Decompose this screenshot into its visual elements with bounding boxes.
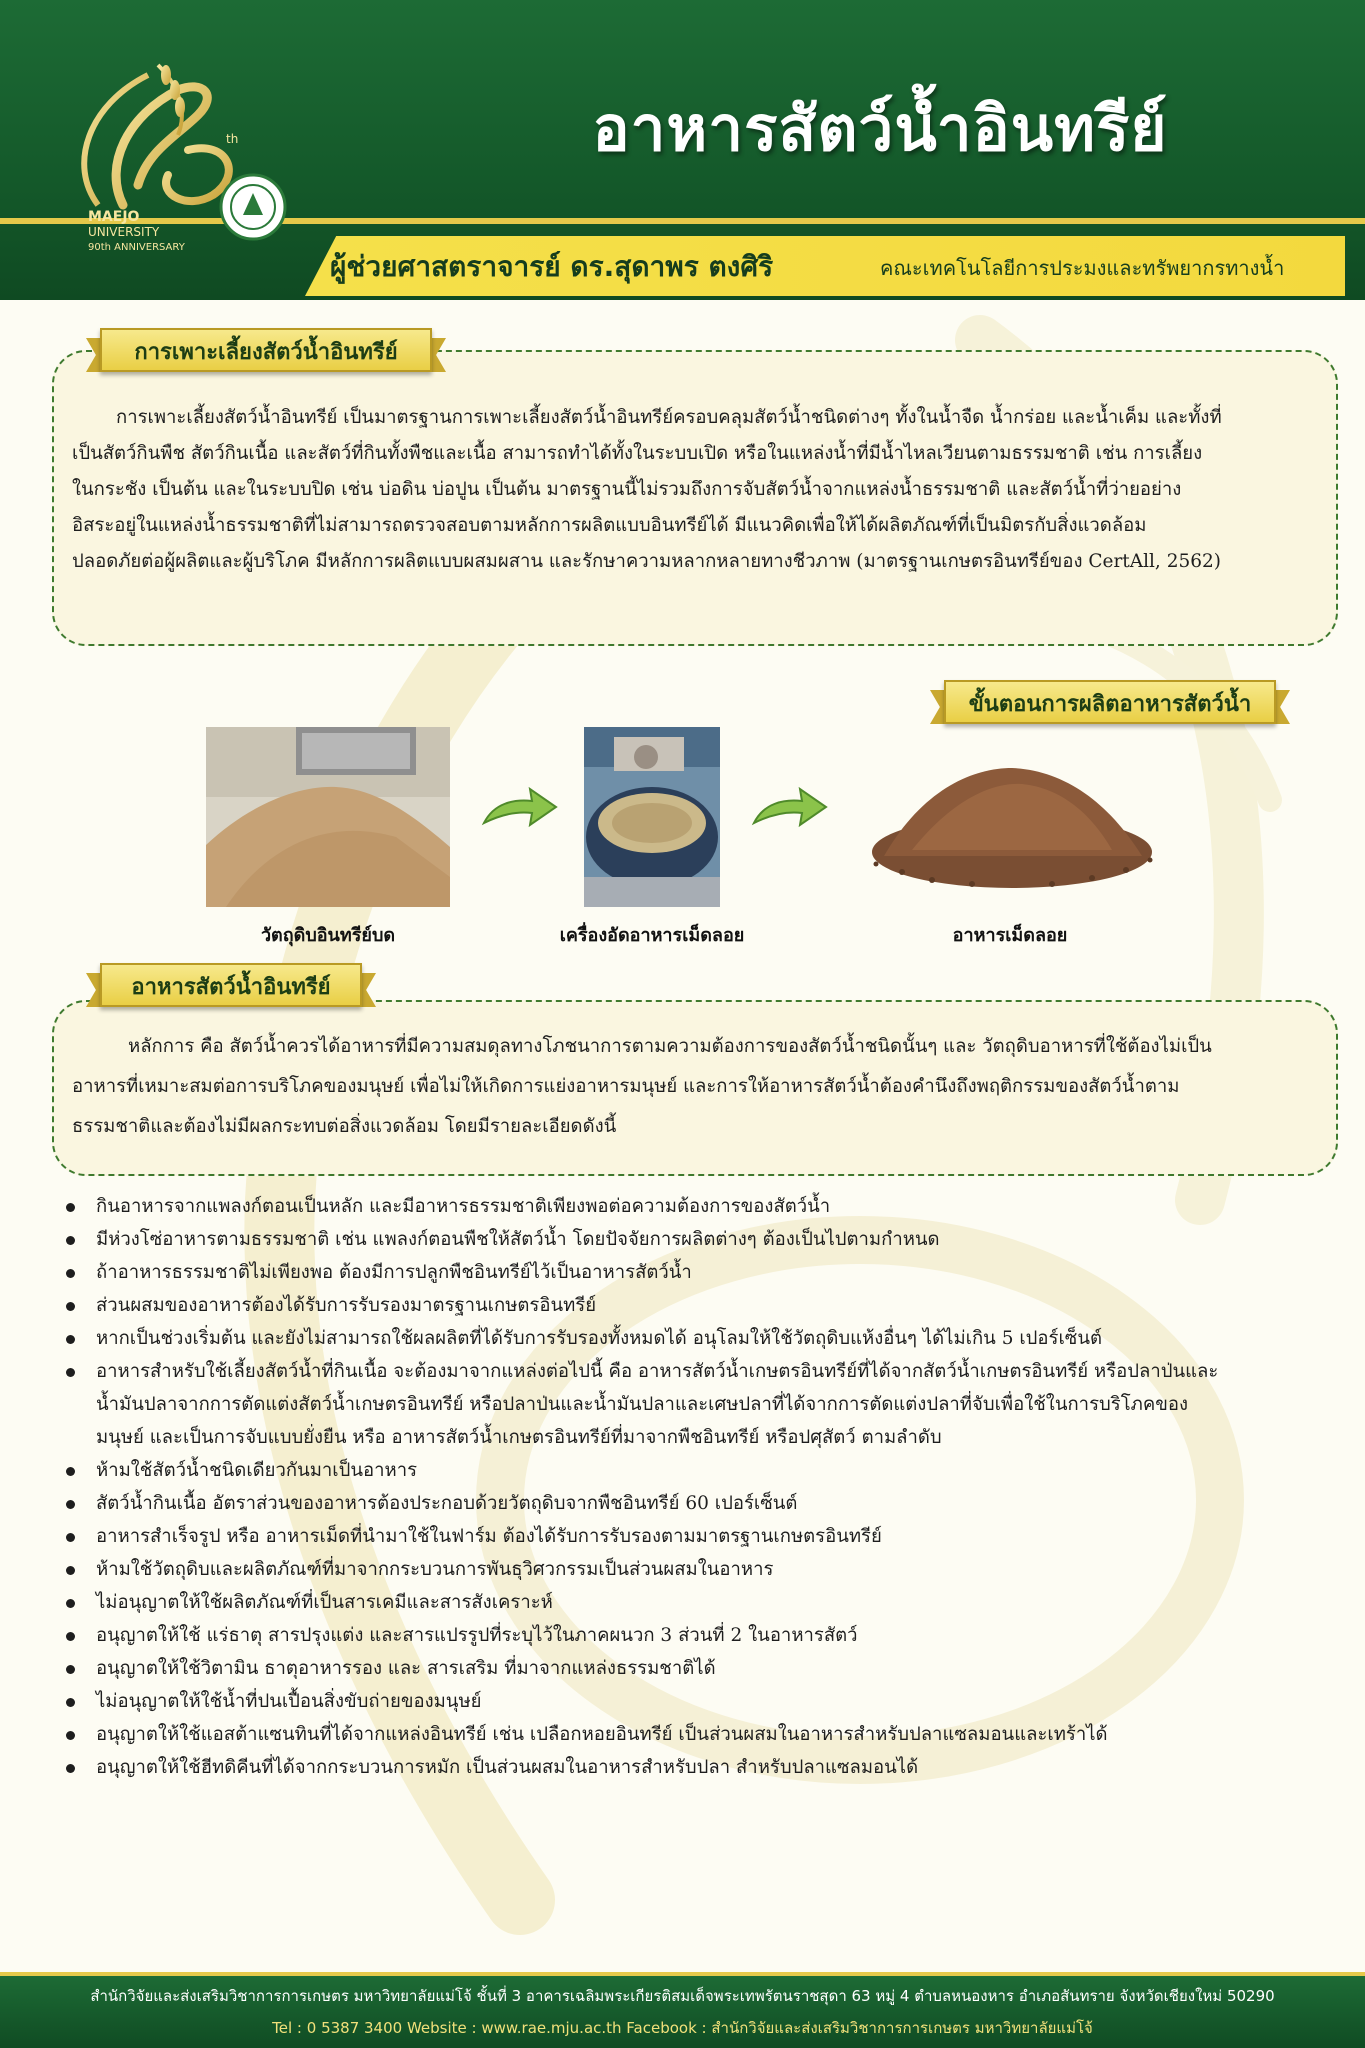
step-caption: เครื่องอัดอาหารเม็ดลอย: [559, 925, 745, 946]
maejo-90th-logo-icon: [28, 55, 328, 255]
section2-line: ธรรมชาติและต้องไม่มีผลกระทบต่อสิ่งแวดล้อม โดยมีรายละเอียดดังนี้: [72, 1116, 617, 1137]
list-item-line: ไม่อนุญาตให้ใช้น้ำที่ปนเปื้อนสิ่งขับถ่ายของมนุษย์: [96, 1691, 482, 1712]
list-item: [66, 1190, 1336, 1223]
bullet-dot-icon: [66, 1302, 75, 1311]
process-ribbon: [930, 680, 1290, 724]
section2-line: หลักการ คือ สัตว์น้ำควรได้อาหารที่มีความสมดุลทางโภชนาการตามความต้องการของสัตว์น้ำชนิดนั้นๆ และ วัตถุดิบอาหารที่ใช้ต้องไม่เป็น: [128, 1036, 1212, 1057]
list-item-line: ห้ามใช้สัตว์น้ำชนิดเดียวกันมาเป็นอาหาร: [96, 1460, 418, 1481]
list-item: [66, 1289, 1336, 1322]
section2-heading: อาหารสัตว์น้ำอินทรีย์: [131, 975, 331, 1000]
list-item-line: สัตว์น้ำกินเนื้อ อัตราส่วนของอาหารต้องประกอบด้วยวัตถุดิบจากพืชอินทรีย์ 60 เปอร์เซ็นต์: [96, 1493, 798, 1514]
author-name: ผู้ช่วยศาสตราจารย์ ดร.สุดาพร ตงศิริ: [330, 250, 774, 283]
footer-contact: Tel : 0 5387 3400 Website : www.rae.mju.ac.th Facebook : สำนักวิจัยและส่งเสริมวิชาการการเกษตร มหาวิทยาลัยแม่โจ้: [272, 2019, 1093, 2037]
bullet-dot-icon: [66, 1632, 75, 1641]
list-item-line: ถ้าอาหารธรรมชาติไม่เพียงพอ ต้องมีการปลูกพืชอินทรีย์ไว้เป็นอาหารสัตว์น้ำ: [96, 1262, 692, 1283]
list-item-line: อนุญาตให้ใช้วิตามิน ธาตุอาหารรอง และ สารเสริม ที่มาจากแหล่งธรรมชาติได้: [96, 1658, 716, 1679]
list-item: [66, 1751, 1336, 1784]
list-item-line: กินอาหารจากแพลงก์ตอนเป็นหลัก และมีอาหารธรรมชาติเพียงพอต่อความต้องการของสัตว์น้ำ: [96, 1196, 831, 1217]
list-item-line: มนุษย์ และเป็นการจับแบบยั่งยืน หรือ อาหารสัตว์น้ำเกษตรอินทรีย์ที่มาจากพืชอินทรีย์ หรือปศุสัตว์ ตามลำดับ: [96, 1427, 942, 1448]
list-item-line: อาหารสำเร็จรูป หรือ อาหารเม็ดที่นำมาใช้ในฟาร์ม ต้องได้รับการรับรองตามมาตรฐานเกษตรอินทรีย์: [96, 1526, 882, 1547]
list-item-line: อนุญาตให้ใช้ฮีทดิคีนที่ได้จากกระบวนการหมัก เป็นส่วนผสมในอาหารสำหรับปลา สำหรับปลาแซลมอนได้: [96, 1757, 919, 1778]
list-item: [66, 1586, 1336, 1619]
list-item: [66, 1553, 1336, 1586]
list-item: [66, 1652, 1336, 1685]
logo-university-line2: UNIVERSITY: [88, 225, 160, 239]
bullet-dot-icon: [66, 1335, 75, 1344]
list-item: [66, 1718, 1336, 1751]
bullet-dot-icon: [66, 1599, 75, 1608]
bullet-dot-icon: [66, 1269, 75, 1278]
process-heading: ขั้นตอนการผลิตอาหารสัตว์น้ำ: [968, 692, 1252, 717]
requirements-list: [66, 1190, 1336, 1784]
section1-line: การเพาะเลี้ยงสัตว์น้ำอินทรีย์ เป็นมาตรฐานการเพาะเลี้ยงสัตว์น้ำอินทรีย์ครอบคลุมสัตว์น้ำชนิดต่างๆ ทั้งในน้ำจืด น้ำกร่อย และน้ำเค็ม และทั้งที่: [116, 407, 1222, 428]
bullet-dot-icon: [66, 1566, 75, 1575]
author-faculty: คณะเทคโนโลยีการประมงและทรัพยากรทางน้ำ: [880, 256, 1285, 280]
floating-pellet-machine-photo: [584, 727, 720, 907]
bullet-dot-icon: [66, 1236, 75, 1245]
section1-line: อิสระอยู่ในแหล่งน้ำธรรมชาติที่ไม่สามารถตรวจสอบตามหลักการผลิตแบบอินทรีย์ได้ มีแนวคิดเพื่อให้ได้ผลิตภัณฑ์ที่เป็นมิตรกับสิ่งแวดล้อม: [72, 515, 1147, 536]
bullet-dot-icon: [66, 1533, 75, 1542]
list-item-line: ไม่อนุญาตให้ใช้ผลิตภัณฑ์ที่เป็นสารเคมีและสารสังเคราะห์: [96, 1592, 553, 1613]
bullet-dot-icon: [66, 1764, 75, 1773]
step-caption: อาหารเม็ดลอย: [952, 925, 1068, 946]
section2-line: อาหารที่เหมาะสมต่อการบริโภคของมนุษย์ เพื่อไม่ให้เกิดการแย่งอาหารมนุษย์ และการให้อาหารสัตว์น้ำต้องคำนึงถึงพฤติกรรมของสัตว์น้ำตาม: [72, 1076, 1180, 1097]
list-item-line: มีห่วงโซ่อาหารตามธรรมชาติ เช่น แพลงก์ตอนพืชให้สัตว์น้ำ โดยปัจจัยการผลิตต่างๆ ต้องเป็นไปตามกำหนด: [96, 1229, 940, 1250]
list-item: [66, 1322, 1336, 1355]
logo-university-line1: MAEJO: [88, 209, 140, 225]
list-item-line: อาหารสำหรับใช้เลี้ยงสัตว์น้ำที่กินเนื้อ จะต้องมาจากแหล่งต่อไปนี้ คือ อาหารสัตว์น้ำเกษตรอินทรีย์ที่ได้จากสัตว์น้ำเกษตรอินทรีย์ หรือปลาป่นและ: [96, 1361, 1219, 1382]
step-caption: วัตถุดิบอินทรีย์บด: [260, 925, 396, 946]
bullet-dot-icon: [66, 1467, 75, 1476]
bullet-dot-icon: [66, 1368, 75, 1377]
bullet-dot-icon: [66, 1203, 75, 1212]
list-item: [66, 1520, 1336, 1553]
bullet-dot-icon: [66, 1698, 75, 1707]
section1-ribbon: [86, 328, 446, 372]
section1-line: ปลอดภัยต่อผู้ผลิตและผู้บริโภค มีหลักการผลิตแบบผสมผสาน และรักษาความหลากหลายทางชีวภาพ (มาตรฐานเกษตรอินทรีย์ของ CertAll, 2562): [72, 551, 1221, 572]
list-item: [66, 1619, 1336, 1652]
list-item: [66, 1487, 1336, 1520]
section1-line: เป็นสัตว์กินพืช สัตว์กินเนื้อ และสัตว์ที่กินทั้งพืชและเนื้อ สามารถทำได้ทั้งในระบบเปิด หรือในแหล่งน้ำที่มีน้ำไหลเวียนตามธรรมชาติ เช่น การเลี้ยง: [72, 443, 1203, 464]
logo-anniversary: 90th ANNIVERSARY: [88, 242, 185, 253]
section1-line: ในกระชัง เป็นต้น และในระบบปิด เช่น บ่อดิน บ่อปูน เป็นต้น มาตรฐานนี้ไม่รวมถึงการจับสัตว์น้ำจากแหล่งน้ำธรรมชาติ และสัตว์น้ำที่ว่ายอย่าง: [72, 479, 1182, 500]
green-curved-arrow-icon: [750, 783, 830, 831]
university-logo: [28, 55, 328, 255]
floating-feed-pellets-photo: [862, 760, 1162, 890]
list-item-line: น้ำมันปลาจากการตัดแต่งสัตว์น้ำเกษตรอินทรีย์ หรือปลาป่นและน้ำมันปลาและเศษปลาที่ได้จากการตัดแต่งปลาที่จับเพื่อใช้ในการบริโภคของ: [96, 1394, 1188, 1415]
bullet-dot-icon: [66, 1731, 75, 1740]
footer-address: สำนักวิจัยและส่งเสริมวิชาการการเกษตร มหาวิทยาลัยแม่โจ้ ชั้นที่ 3 อาคารเฉลิมพระเกียรติสมเด็จพระเทพรัตนราชสุดา 63 หมู่ 4 ตำบลหนองหาร อำเภอสันทราย จังหวัดเชียงใหม่ 50290: [90, 1987, 1275, 2005]
list-item-line: หากเป็นช่วงเริ่มต้น และยังไม่สามารถใช้ผลผลิตที่ได้รับการรับรองทั้งหมดได้ อนุโลมให้ใช้วัตถุดิบแห้งอื่นๆ ได้ไม่เกิน 5 เปอร์เซ็นต์: [96, 1328, 1103, 1349]
ground-organic-raw-material-photo: [206, 727, 450, 907]
list-item: [66, 1223, 1336, 1256]
list-item-line: ห้ามใช้วัตถุดิบและผลิตภัณฑ์ที่มาจากกระบวนการพันธุวิศวกรรมเป็นส่วนผสมในอาหาร: [96, 1559, 774, 1580]
bullet-dot-icon: [66, 1665, 75, 1674]
list-item: [66, 1256, 1336, 1289]
page-title: อาหารสัตว์น้ำอินทรีย์: [592, 92, 1168, 165]
list-item-line: อนุญาตให้ใช้ แร่ธาตุ สารปรุงแต่ง และสารแปรรูปที่ระบุไว้ในภาคผนวก 3 ส่วนที่ 2 ในอาหารสัตว์: [96, 1625, 858, 1646]
green-curved-arrow-icon: [480, 783, 560, 831]
list-item: [66, 1355, 1336, 1454]
section2-ribbon: [86, 963, 376, 1007]
list-item-line: ส่วนผสมของอาหารต้องได้รับการรับรองมาตรฐานเกษตรอินทรีย์: [96, 1295, 597, 1316]
list-item: [66, 1685, 1336, 1718]
section2-paragraph: [72, 1027, 1312, 1147]
list-item-line: อนุญาตให้ใช้แอสต้าแซนทินที่ได้จากแหล่งอินทรีย์ เช่น เปลือกหอยอินทรีย์ เป็นส่วนผสมในอาหารสำหรับปลาแซลมอนและเทร้าได้: [96, 1724, 1108, 1745]
section1-heading: การเพาะเลี้ยงสัตว์น้ำอินทรีย์: [134, 340, 398, 365]
logo-th-mark: th: [226, 132, 239, 146]
list-item: [66, 1454, 1336, 1487]
section1-paragraph: [72, 400, 1312, 580]
bullet-dot-icon: [66, 1500, 75, 1509]
